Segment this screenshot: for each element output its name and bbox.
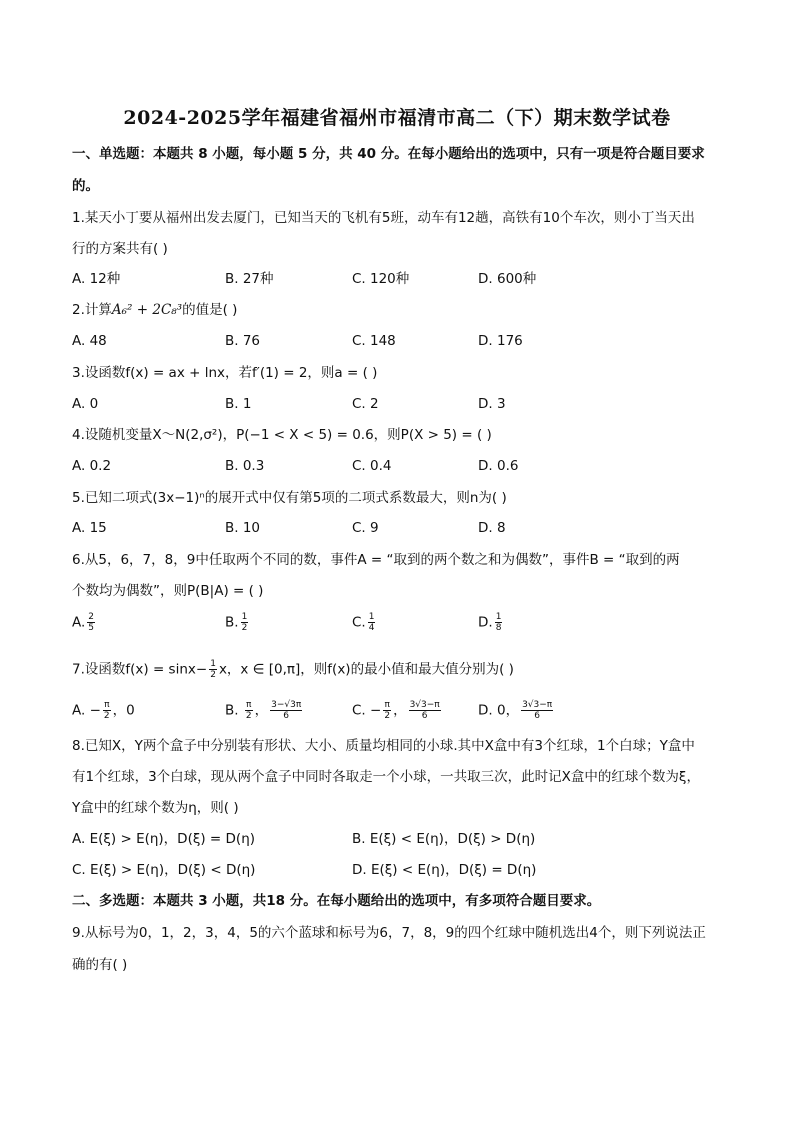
q2-expression: A₆² + 2C₈³ — [111, 302, 183, 318]
fraction: $\frac{\pi}{2}$ — [384, 700, 391, 721]
q6-option-c: C. $\frac{1}{4}$ — [352, 612, 375, 633]
q6-option-d: D. $\frac{1}{8}$ — [478, 612, 502, 633]
q3-option-d: D. 3 — [478, 396, 506, 412]
fraction: $\frac{3√3-\pi}{6}$ — [522, 700, 553, 721]
q2-option-b: B. 76 — [225, 333, 261, 349]
q3-option-c: C. 2 — [352, 396, 379, 412]
q2-option-d: D. 176 — [478, 333, 523, 349]
question-8-line2: 有1个红球，3个白球，现从两个盒子中同时各取走一个小球，一共取三次，此时记X盒中的红球个数为ξ， — [72, 769, 700, 785]
question-1-line2: 行的方案共有( ) — [72, 241, 168, 257]
question-2 — [72, 301, 237, 319]
q5-option-d: D. 8 — [478, 520, 506, 536]
section-heading-cont: 的。 — [72, 178, 99, 194]
q1-option-d: D. 600种 — [478, 271, 537, 287]
q8-option-b: B. E(ξ) < E(η)，D(ξ) > D(η) — [352, 831, 536, 847]
q5-option-a: A. 15 — [72, 520, 107, 536]
fraction: $\frac{\pi}{2}$ — [103, 700, 110, 721]
question-7: 7.设函数f(x) = sinx− $\frac{1}{2}$ x，x ∈ [0,π]，则f(x)的最小值和最大值分别为( ) — [72, 659, 514, 680]
q3-option-b: B. 1 — [225, 396, 252, 412]
question-5: 5.已知二项式(3x−1)ⁿ的展开式中仅有第5项的二项式系数最大，则n为( ) — [72, 490, 507, 506]
q2-option-a: A. 48 — [72, 333, 107, 349]
question-4: 4.设随机变量X～N(2,σ²)，P(−1 < X < 5) = 0.6，则P(X > 5) = ( ) — [72, 427, 492, 443]
q8-option-a: A. E(ξ) > E(η)，D(ξ) = D(η) — [72, 831, 256, 847]
question-8-line1: 8.已知X，Y两个盒子中分别装有形状、大小、质量均相同的小球.其中X盒中有3个红球，1个白球；Y盒中 — [72, 738, 695, 754]
q4-option-c: C. 0.4 — [352, 458, 392, 474]
q6-option-a: A. $\frac{2}{5}$ — [72, 612, 95, 633]
fraction: $\frac{\pi}{2}$ — [245, 700, 252, 721]
q4-option-d: D. 0.6 — [478, 458, 519, 474]
question-3: 3.设函数f(x) = ax + lnx，若f′(1) = 2，则a = ( ) — [72, 365, 378, 381]
fraction: $\frac{3√3-\pi}{6}$ — [409, 700, 440, 721]
q6-option-b: B. $\frac{1}{2}$ — [225, 612, 248, 633]
question-6-line1: 6.从5，6，7，8，9中任取两个不同的数，事件A = “取到的两个数之和为偶数”，事件B = “取到的两 — [72, 552, 680, 568]
q8-option-d: D. E(ξ) < E(η)，D(ξ) = D(η) — [352, 862, 537, 878]
fraction: $\frac{3-√3\pi}{6}$ — [271, 700, 302, 721]
q2-prefix: 2.计算 — [72, 302, 112, 318]
q5-option-b: B. 10 — [225, 520, 261, 536]
q2-option-c: C. 148 — [352, 333, 396, 349]
q1-option-b: B. 27种 — [225, 271, 274, 287]
question-9-line2: 确的有( ) — [72, 957, 128, 973]
question-8-line3: Y盒中的红球个数为η，则( ) — [72, 800, 239, 816]
q7-option-b: B. $\frac{\pi}{2}$ ， $\frac{3-√3\pi}{6}$ — [225, 700, 302, 721]
fraction: $\frac{1}{2}$ — [210, 659, 216, 680]
q1-option-c: C. 120种 — [352, 271, 410, 287]
q4-option-a: A. 0.2 — [72, 458, 112, 474]
q8-option-c: C. E(ξ) > E(η)，D(ξ) < D(η) — [72, 862, 256, 878]
question-1-line1: 1.某天小丁要从福州出发去厦门，已知当天的飞机有5班，动车有12趟，高铁有10个车次，则小丁当天出 — [72, 210, 695, 226]
page-title: 2024-2025学年福建省福州市福清市高二（下）期末数学试卷 — [123, 107, 671, 129]
q2-suffix: 的值是( ) — [182, 302, 238, 318]
q1-option-a: A. 12种 — [72, 271, 121, 287]
section-heading-2: 二、多选题：本题共 3 小题，共18 分。在每小题给出的选项中，有多项符合题目要求。 — [72, 893, 601, 909]
q7-option-a: A. − $\frac{\pi}{2}$ ，0 — [72, 700, 135, 721]
q5-option-c: C. 9 — [352, 520, 379, 536]
section-heading: 一、单选题：本题共 8 小题，每小题 5 分，共 40 分。在每小题给出的选项中，只有一项是符合题目要求 — [72, 146, 705, 162]
fraction: $\frac{1}{8}$ — [495, 612, 502, 633]
question-6-line2: 个数均为偶数”，则P(B|A) = ( ) — [72, 583, 264, 599]
fraction: $\frac{2}{5}$ — [88, 612, 95, 633]
q3-option-a: A. 0 — [72, 396, 99, 412]
question-9-line1: 9.从标号为0，1，2，3，4，5的六个蓝球和标号为6，7，8，9的四个红球中随机选出4个，则下列说法正 — [72, 925, 706, 941]
q4-option-b: B. 0.3 — [225, 458, 265, 474]
q7-option-d: D. 0， $\frac{3√3-\pi}{6}$ — [478, 700, 553, 721]
fraction: $\frac{1}{4}$ — [368, 612, 375, 633]
fraction: $\frac{1}{2}$ — [241, 612, 248, 633]
q7-option-c: C. − $\frac{\pi}{2}$ ， $\frac{3√3-\pi}{6}$ — [352, 700, 440, 721]
